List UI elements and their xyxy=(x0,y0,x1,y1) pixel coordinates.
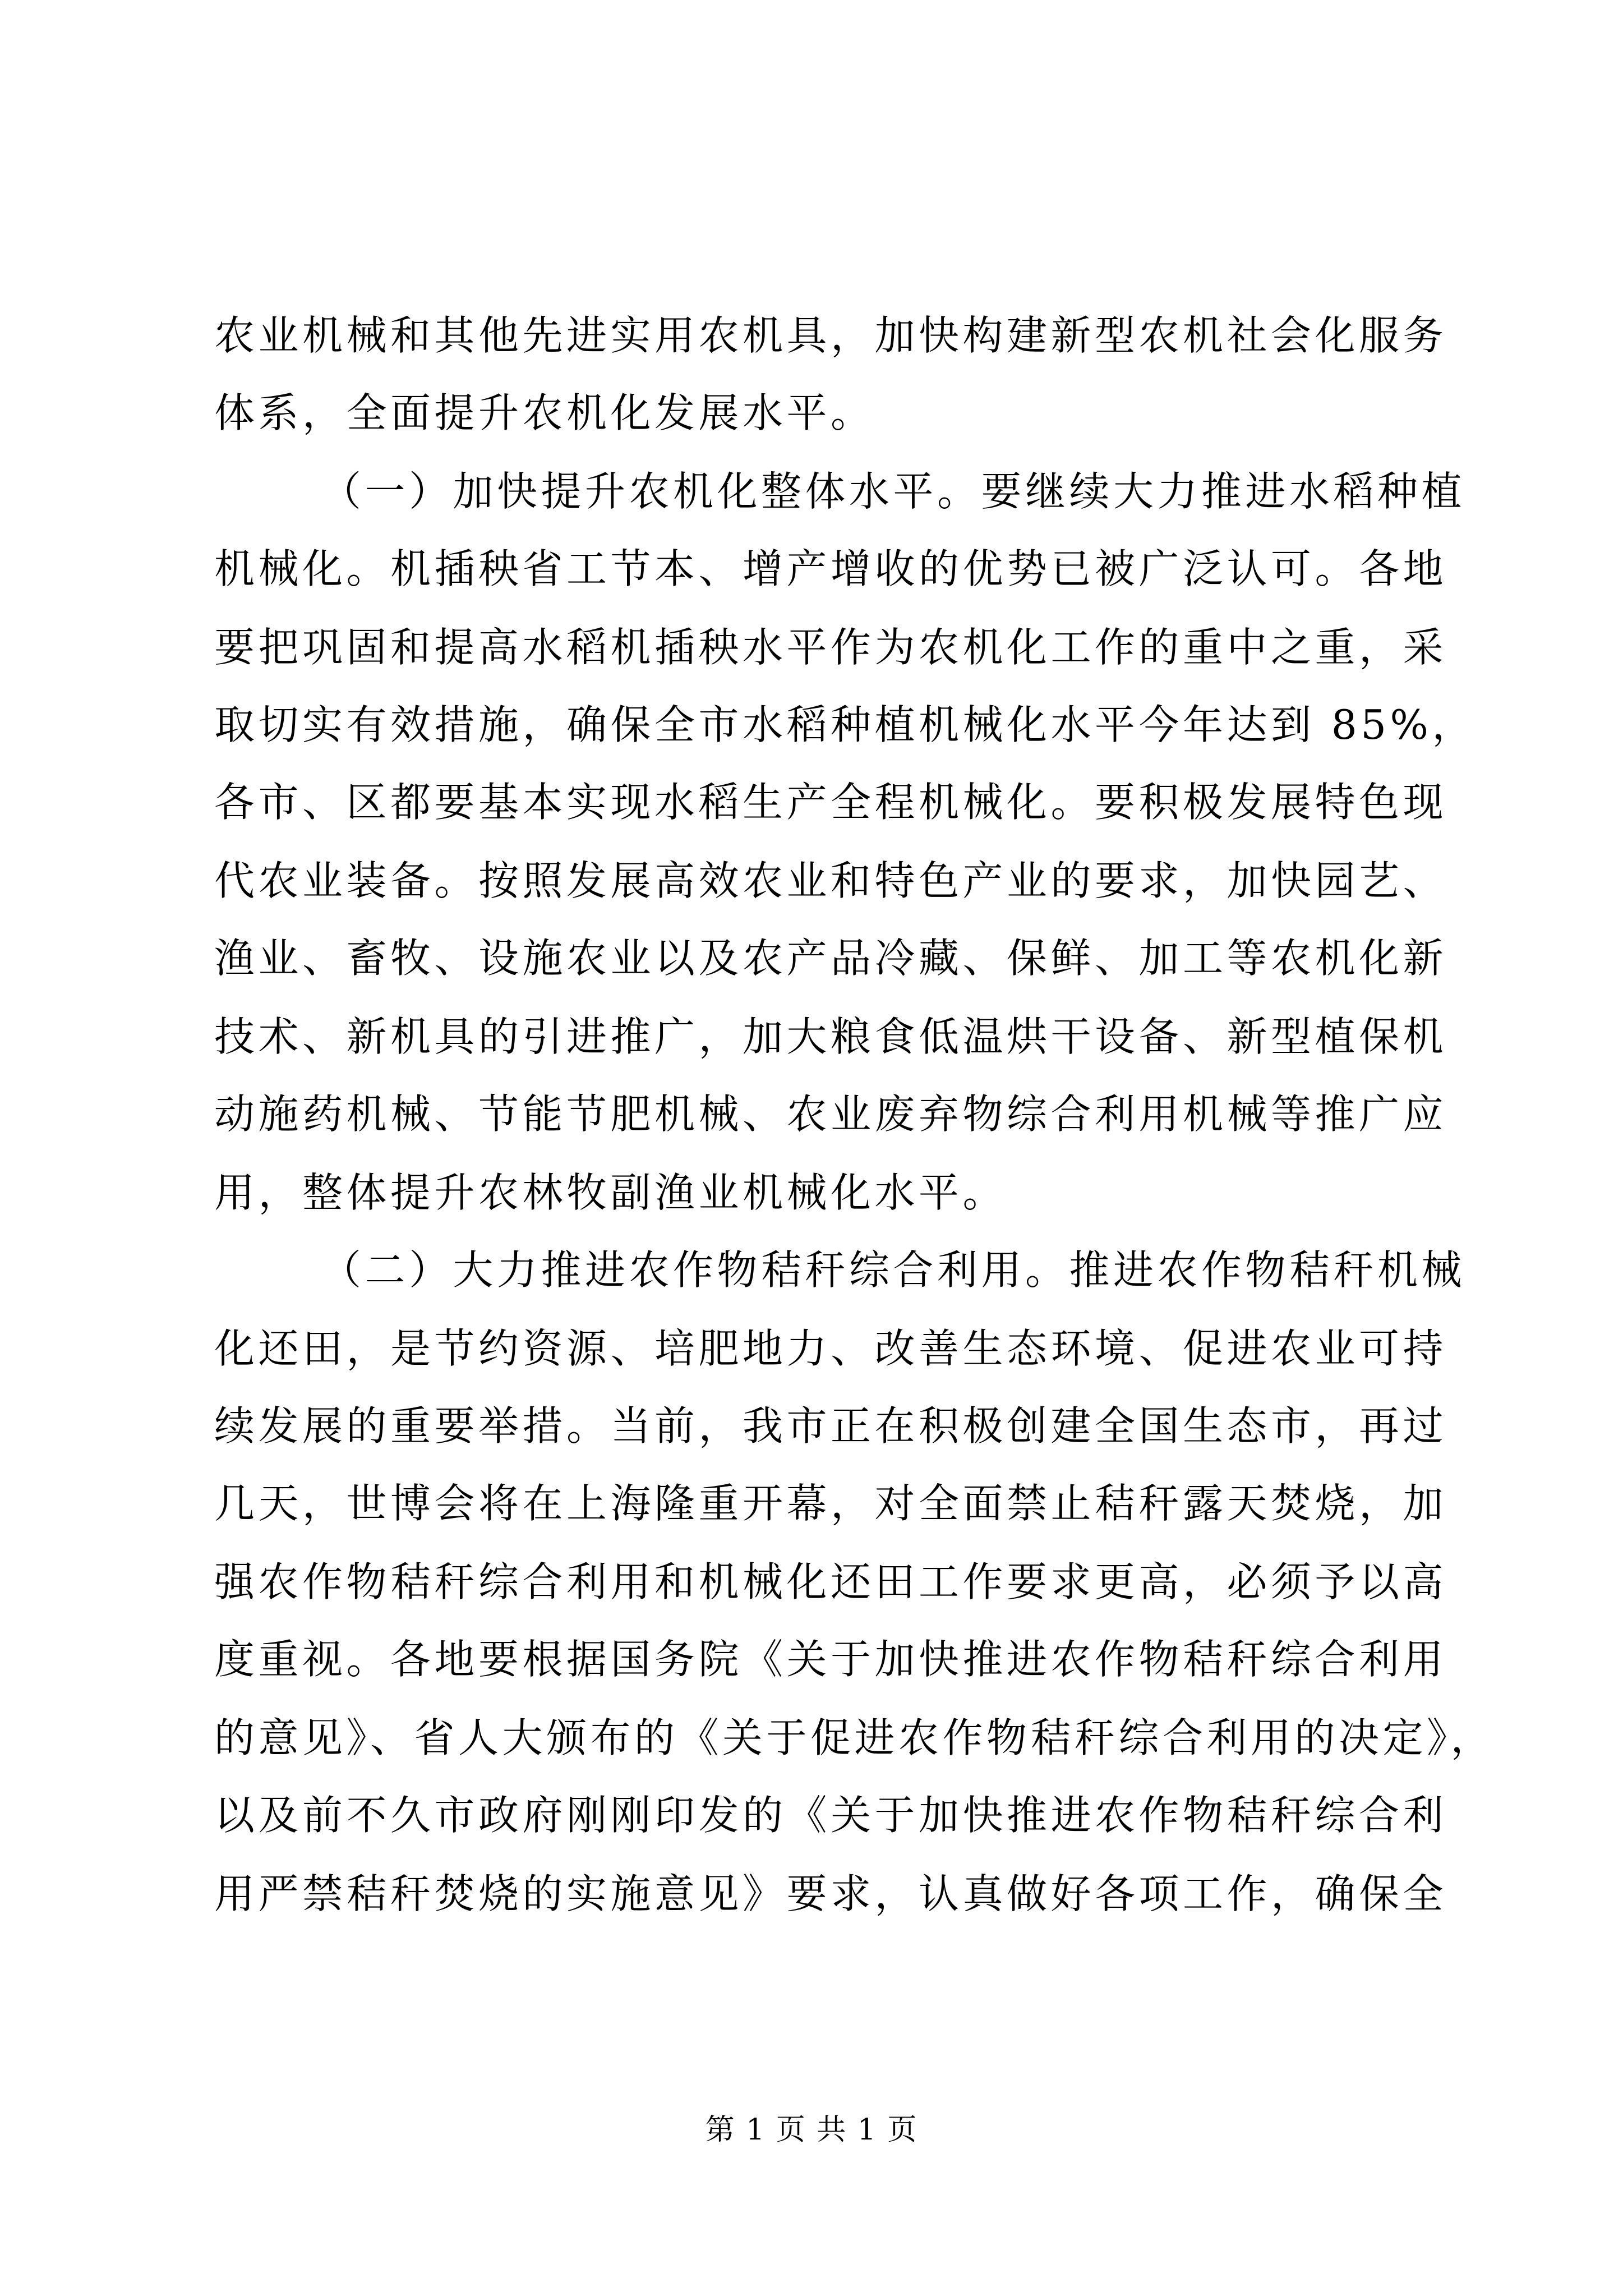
text-line: 几天，世博会将在上海隆重开幕，对全面禁止秸秆露天焚烧，加 xyxy=(214,1480,1447,1527)
text-line: 度重视。各地要根据国务院《关于加快推进农作物秸秆综合利用 xyxy=(214,1636,1447,1683)
text-line: 渔业、畜牧、设施农业以及农产品冷藏、保鲜、加工等农机化新 xyxy=(214,935,1447,982)
text-line: 以及前不久市政府刚刚印发的《关于加快推进农作物秸秆综合利 xyxy=(214,1792,1447,1839)
text-line: 动施药机械、节能节肥机械、农业废弃物综合利用机械等推广应 xyxy=(214,1091,1447,1138)
text-line: 体系，全面提升农机化发展水平。 xyxy=(214,389,875,436)
text-line: 要把巩固和提高水稻机插秧水平作为农机化工作的重中之重，采 xyxy=(214,624,1447,671)
text-line: 各市、区都要基本实现水稻生产全程机械化。要积极发展特色现 xyxy=(214,779,1447,826)
text-line: 用，整体提升农林牧副渔业机械化水平。 xyxy=(214,1169,1007,1216)
text-line: 取切实有效措施，确保全市水稻种植机械化水平今年达到 85%， xyxy=(214,701,1476,748)
text-line: 的意见》、省人大颁布的《关于促进农作物秸秆综合利用的决定》， xyxy=(214,1714,1495,1761)
text-line: 机械化。机插秧省工节本、增产增收的优势已被广泛认可。各地 xyxy=(214,545,1447,592)
page-number-footer: 第 1 页 共 1 页 xyxy=(705,2113,918,2147)
paragraph-heading-2: （二）大力推进农作物秸秆综合利用。推进农作物秸秆机械 xyxy=(321,1246,1466,1294)
text-line: 农业机械和其他先进实用农机具，加快构建新型农机社会化服务 xyxy=(214,312,1447,359)
text-line: 用严禁秸秆焚烧的实施意见》要求，认真做好各项工作，确保全 xyxy=(214,1870,1447,1917)
paragraph-heading-1: （一）加快提升农机化整体水平。要继续大力推进水稻种植 xyxy=(321,468,1466,515)
text-line: 续发展的重要举措。当前，我市正在积极创建全国生态市，再过 xyxy=(214,1402,1447,1450)
text-line: 代农业装备。按照发展高效农业和特色产业的要求，加快园艺、 xyxy=(214,857,1447,904)
text-line: 技术、新机具的引进推广，加大粮食低温烘干设备、新型植保机 xyxy=(214,1013,1447,1060)
text-line: 化还田，是节约资源、培肥地力、改善生态环境、促进农业可持 xyxy=(214,1325,1447,1372)
text-line: 强农作物秸秆综合利用和机械化还田工作要求更高，必须予以高 xyxy=(214,1558,1447,1605)
